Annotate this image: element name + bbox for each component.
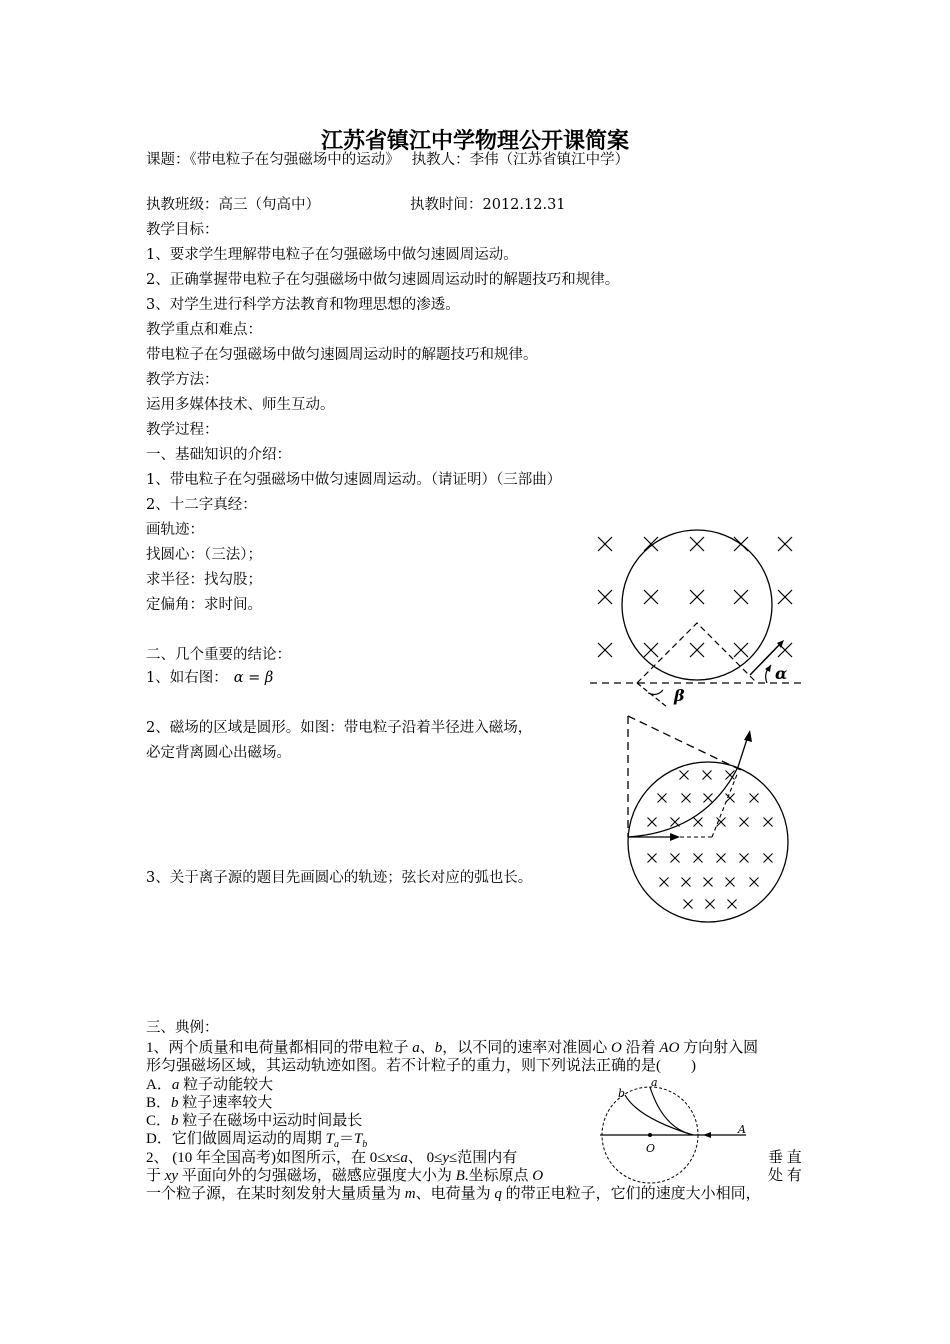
teaching-time: 执教时间：2012.12.31 [410,197,566,213]
goal-2: 2、正确掌握带电粒子在匀强磁场中做匀速圆周运动时的解题技巧和规律。 [146,272,620,288]
page-title: 江苏省镇江中学物理公开课简案 [320,129,629,154]
option-c: C．b 粒子在磁场中运动时间最长 [146,1113,363,1129]
figure-alpha-beta [585,525,810,710]
track-a-label: a [651,1076,658,1089]
example-2-line-2-end: 处 有 [768,1168,802,1184]
conclusion-2-line-1: 2、磁场的区域是圆形。如图：带电粒子沿着半径进入磁场， [146,720,533,736]
figure-circular-field [620,712,810,927]
example-2-line-1-end: 垂 直 [768,1150,802,1166]
center-o-label: O [646,1142,656,1155]
goal-3: 3、对学生进行科学方法教育和物理思想的渗透。 [146,297,460,313]
section-1-item-2: 2、十二字真经： [146,497,257,513]
teaching-class: 执教班级：高三（句高中） [146,197,320,213]
example-2-line-1: 2、 (10 年全国高考)如图所示，在 0≤x≤a、 0≤y≤范围内有 [146,1150,518,1166]
option-a: A．a 粒子动能较大 [146,1077,274,1093]
method-heading: 教学方法： [146,372,219,388]
rule-draw-trajectory: 画轨迹： [146,522,204,538]
key-points: 带电粒子在匀强磁场中做匀速圆周运动时的解题技巧和规律。 [146,347,538,363]
figure-example-1 [598,1078,763,1188]
alpha-equals-beta: α = β [233,670,274,686]
alpha-label: α [775,664,788,683]
section-3-heading: 三、典例： [146,1020,219,1036]
conclusion-3: 3、关于离子源的题目先画圆心的轨迹；弦长对应的弧也长。 [146,870,533,886]
goal-1: 1、要求学生理解带电粒子在匀强磁场中做匀速圆周运动。 [146,247,518,263]
beta-label: β [674,686,685,705]
conclusion-1: 1、如右图： α = β [146,670,274,686]
method: 运用多媒体技术、师生互动。 [146,397,335,413]
example-2-line-2: 于 xy 平面向外的匀强磁场，磁感应强度大小为 B.坐标原点 O [146,1168,544,1184]
rule-deflection-angle: 定偏角：求时间。 [146,597,262,613]
process-heading: 教学过程： [146,422,219,438]
option-d: D．它们做圆周运动的周期 $T_a=T_b$ [146,1131,368,1150]
key-points-heading: 教学重点和难点： [146,322,262,338]
track-b-label: b [618,1087,626,1100]
example-1-line-1: 1、两个质量和电荷量都相同的带电粒子 a、b，以不同的速率对准圆心 O 沿着 AO 方向射入圆 [146,1040,759,1056]
rule-find-radius: 求半径：找勾股； [146,572,262,588]
example-1-line-2: 形匀强磁场区域，其运动轨迹如图。若不计粒子的重力，则下列说法正确的是( ) [146,1058,696,1074]
section-1-item-1: 1、带电粒子在匀强磁场中做匀速圆周运动。（请证明）（三部曲） [146,472,562,488]
lesson-topic-line: 课题：《带电粒子在匀强磁场中的运动》 执教人：李伟（江苏省镇江中学） [146,152,630,168]
goals-heading: 教学目标： [146,222,219,238]
section-1-heading: 一、基础知识的介绍： [146,447,291,463]
option-b: B．b 粒子速率较大 [146,1095,273,1111]
section-2-heading: 二、几个重要的结论： [146,647,291,663]
point-a-label: A [738,1123,746,1136]
conclusion-2-line-2: 必定背离圆心出磁场。 [146,745,291,761]
example-2-line-3: 一个粒子源，在某时刻发射大量质量为 m、电荷量为 q 的带正电粒子，它们的速度大小相同， [146,1186,761,1202]
rule-find-center: 找圆心：（三法）； [146,547,262,563]
